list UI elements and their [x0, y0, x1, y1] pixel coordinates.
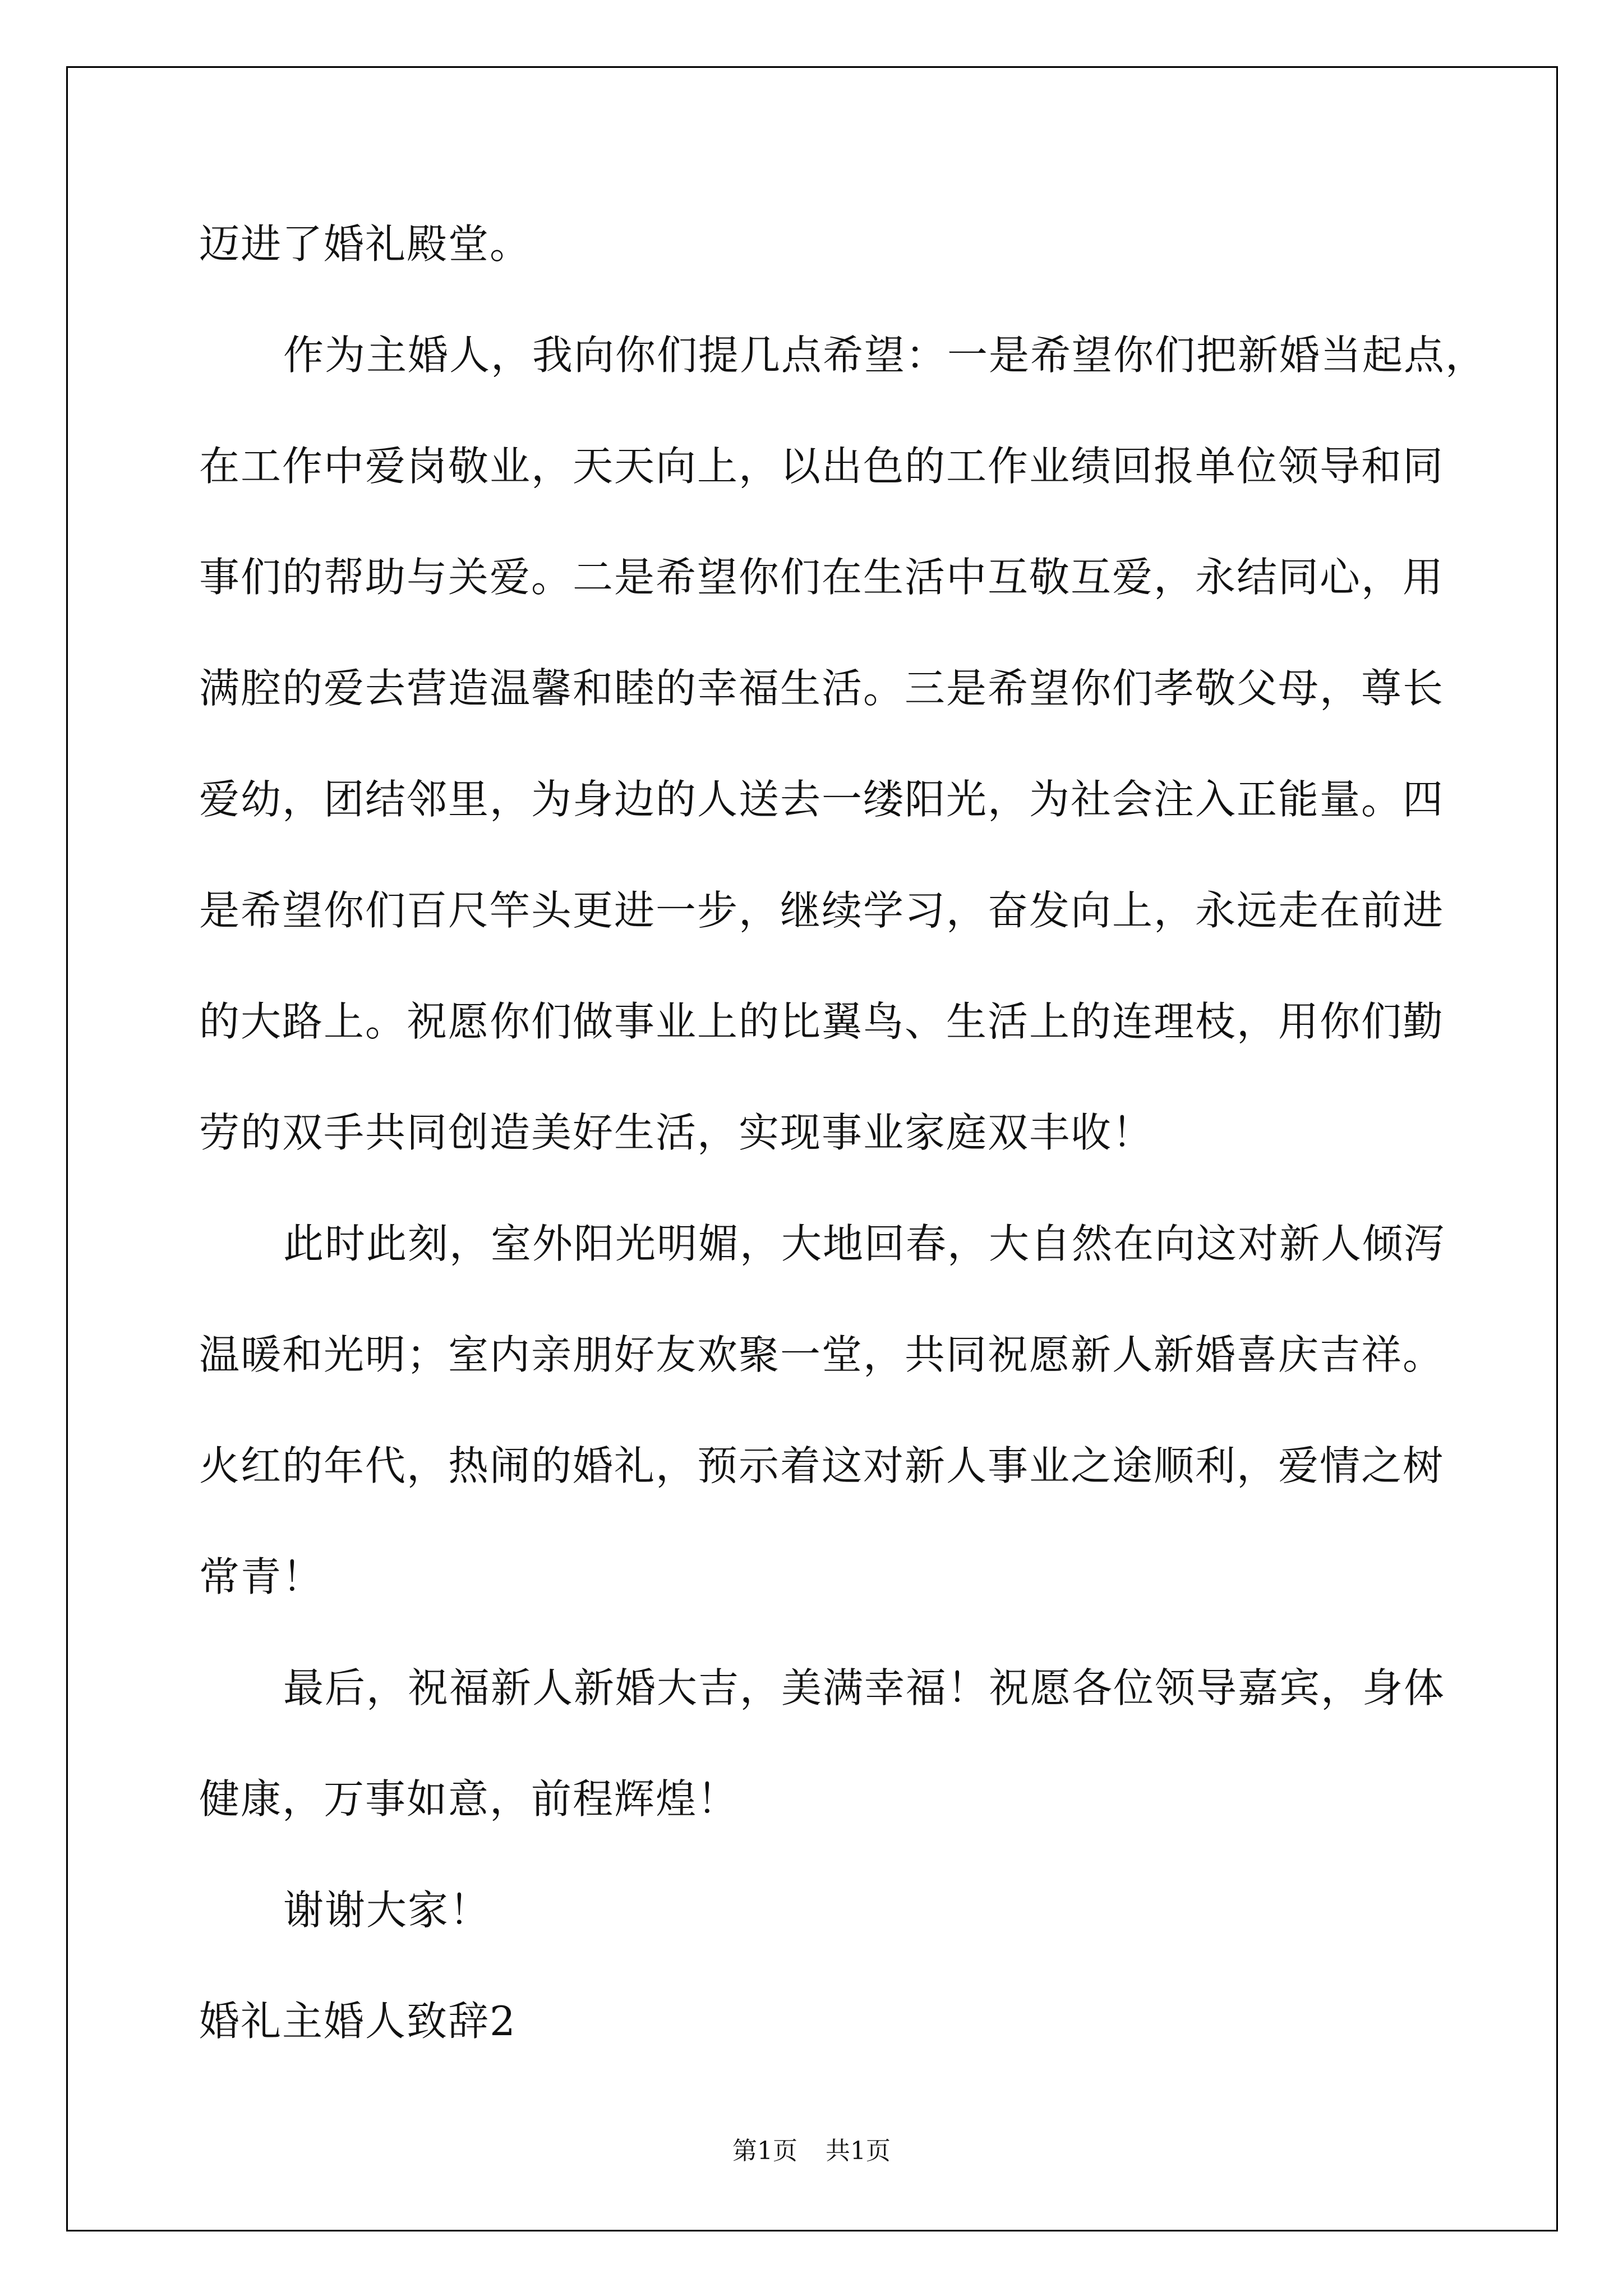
text-line: 是希望你们百尺竿头更进一步，继续学习，奋发向上，永远走在前进 — [199, 887, 1445, 934]
text-line: 迈进了婚礼殿堂。 — [199, 220, 532, 268]
text-line: 谢谢大家！ — [283, 1887, 491, 1934]
text-line: 健康，万事如意，前程辉煌！ — [199, 1775, 739, 1823]
text-line: 此时此刻，室外阳光明媚，大地回春，大自然在向这对新人倾泻 — [283, 1220, 1446, 1267]
text-line: 最后，祝福新人新婚大吉，美满幸福！祝愿各位领导嘉宾，身体 — [283, 1664, 1446, 1711]
text-line: 温暖和光明；室内亲朋好友欢聚一堂，共同祝愿新人新婚喜庆吉祥。 — [199, 1331, 1445, 1378]
text-line: 爱幼，团结邻里，为身边的人送去一缕阳光，为社会注入正能量。四 — [199, 776, 1445, 823]
page-number: 第1页 — [732, 2137, 797, 2165]
text-line: 劳的双手共同创造美好生活，实现事业家庭双丰收！ — [199, 1109, 1154, 1156]
text-line: 事们的帮助与关爱。二是希望你们在生活中互敬互爱，永结同心，用 — [199, 554, 1445, 601]
text-line: 在工作中爱岗敬业，天天向上，以出色的工作业绩回报单位领导和同 — [199, 443, 1445, 490]
page-total: 共1页 — [826, 2137, 891, 2165]
page-footer — [0, 2134, 1623, 2168]
text-line: 的大路上。祝愿你们做事业上的比翼鸟、生活上的连理枝，用你们勤 — [199, 998, 1445, 1045]
text-line: 满腔的爱去营造温馨和睦的幸福生活。三是希望你们孝敬父母，尊长 — [199, 665, 1445, 712]
text-line: 常青！ — [199, 1553, 324, 1600]
text-line: 火红的年代，热闹的婚礼，预示着这对新人事业之途顺利，爱情之树 — [199, 1442, 1445, 1489]
section-heading: 婚礼主婚人致辞2 — [199, 1998, 517, 2045]
text-line: 作为主婚人，我向你们提几点希望：一是希望你们把新婚当起点， — [283, 332, 1487, 379]
